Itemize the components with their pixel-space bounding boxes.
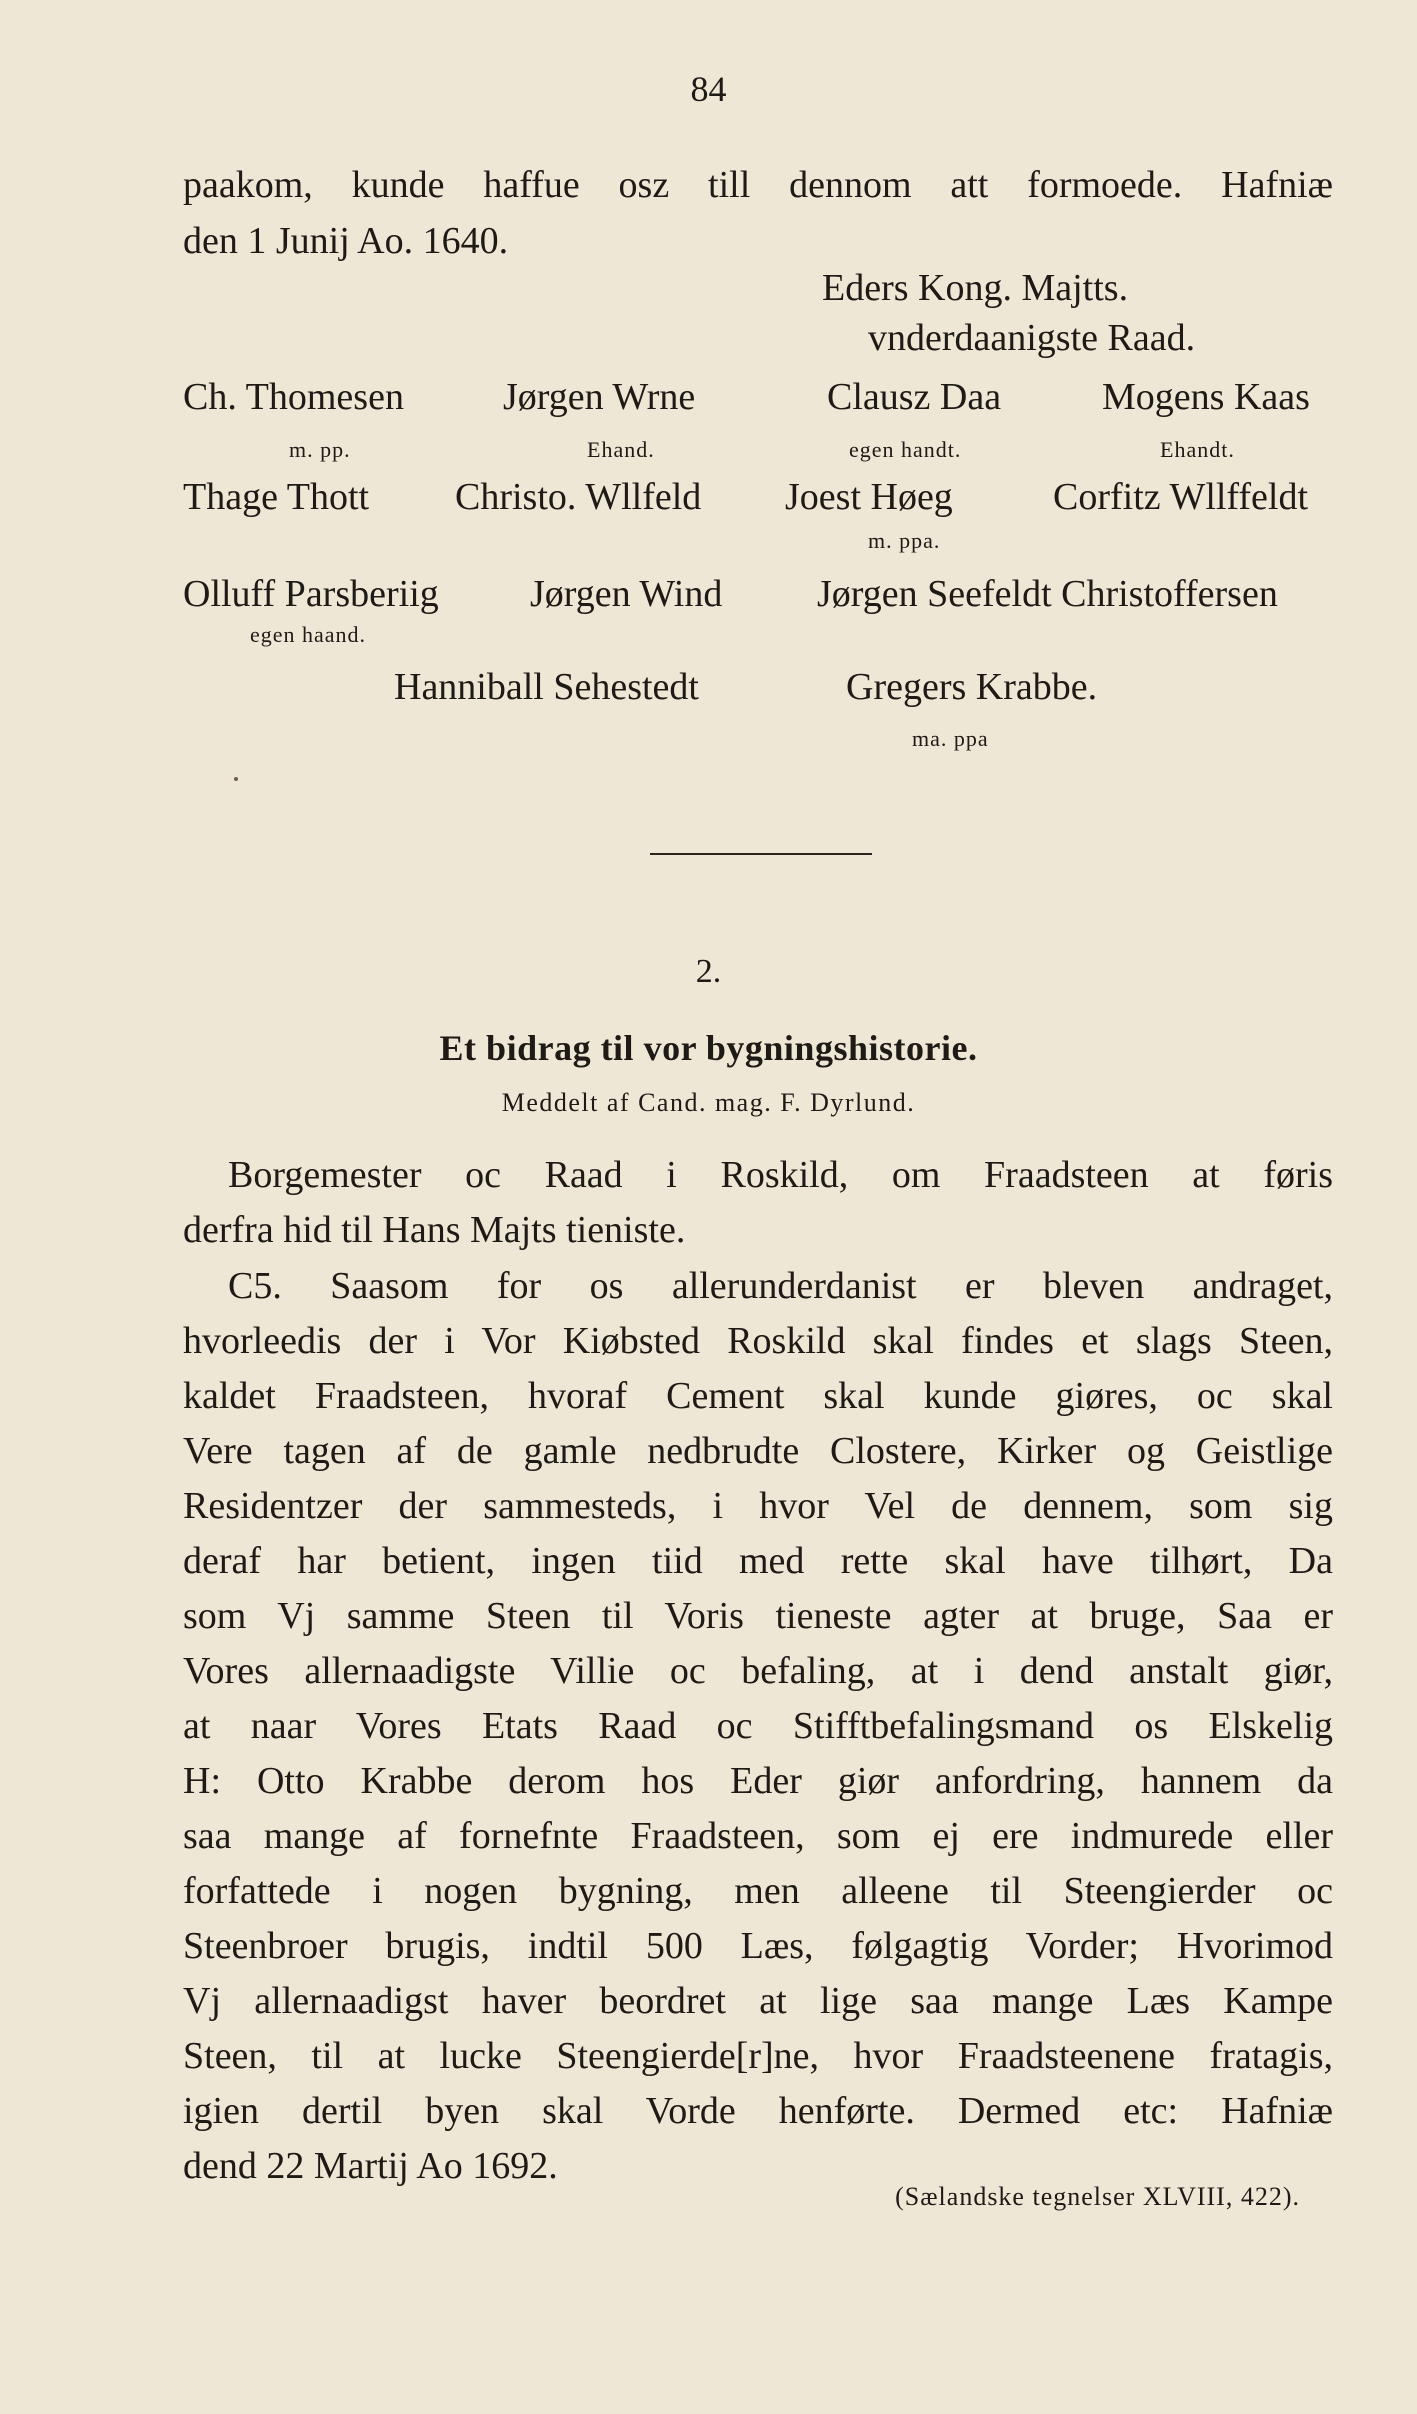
signatory-note: m. pp. bbox=[289, 437, 351, 462]
text-line: forfattede i nogen bygning, men alleene til Steengierder oc bbox=[183, 1870, 1333, 1912]
text-line: Vj allernaadigst haver beordret at lige saa mange Læs Kampe bbox=[183, 1980, 1333, 2022]
signatory-name: Hanniball Sehestedt bbox=[394, 666, 699, 708]
signatory-name: Thage Thott bbox=[183, 476, 370, 518]
text-line: kaldet Fraadsteen, hvoraf Cement skal kunde giøres, oc skal bbox=[183, 1375, 1333, 1417]
text-line: som Vj samme Steen til Voris tieneste agter at bruge, Saa er bbox=[183, 1595, 1333, 1637]
closing-line: vnderdaanigste Raad. bbox=[868, 317, 1196, 359]
signatory-name: Joest Høeg bbox=[785, 476, 953, 518]
signatory-note: Ehandt. bbox=[1160, 437, 1235, 462]
print-speck bbox=[234, 777, 238, 781]
text-line: paakom, kunde haffue osz till dennom att formoede. Hafniæ bbox=[183, 164, 1333, 206]
text-line: H: Otto Krabbe derom hos Eder giør anfordring, hannem da bbox=[183, 1760, 1333, 1802]
signatory-name: Jørgen Seefeldt Christoffersen bbox=[817, 573, 1278, 615]
source-citation: (Sælandske tegnelser XLVIII, 422). bbox=[895, 2182, 1300, 2211]
text-line: Steen, til at lucke Steengierde[r]ne, hvor Fraadsteenene fratagis, bbox=[183, 2035, 1333, 2077]
signatory-name: Christo. Wllfeld bbox=[455, 476, 702, 518]
text-line: Steenbroer brugis, indtil 500 Læs, følgagtig Vorder; Hvorimod bbox=[183, 1925, 1333, 1967]
closing-line: Eders Kong. Majtts. bbox=[822, 267, 1129, 309]
text-line: hvorleedis der i Vor Kiøbsted Roskild skal findes et slags Steen, bbox=[183, 1320, 1333, 1362]
text-line: den 1 Junij Ao. 1640. bbox=[183, 220, 509, 262]
section-divider bbox=[650, 853, 872, 855]
text-line: Vores allernaadigste Villie oc befaling, at i dend anstalt giør, bbox=[183, 1650, 1333, 1692]
text-line: deraf har betient, ingen tiid med rette skal have tilhørt, Da bbox=[183, 1540, 1333, 1582]
signatory-note: egen handt. bbox=[849, 437, 962, 462]
signatory-name: Gregers Krabbe. bbox=[846, 666, 1098, 708]
section-number: 2. bbox=[695, 953, 722, 990]
text-line: at naar Vores Etats Raad oc Stifftbefalingsmand os Elskelig bbox=[183, 1705, 1333, 1747]
signatory-note: Ehand. bbox=[587, 437, 655, 462]
signatory-name: Jørgen Wind bbox=[530, 573, 723, 615]
letter-heading-line: Borgemester oc Raad i Roskild, om Fraadsteen at føris bbox=[228, 1154, 1333, 1196]
signatory-note: ma. ppa bbox=[912, 726, 989, 751]
signatory-note: egen haand. bbox=[250, 622, 367, 647]
signatory-name: Ch. Thomesen bbox=[183, 376, 404, 418]
section-byline: Meddelt af Cand. mag. F. Dyrlund. bbox=[501, 1088, 916, 1117]
letter-heading-line: derfra hid til Hans Majts tieniste. bbox=[183, 1209, 686, 1251]
text-line: dend 22 Martij Ao 1692. bbox=[183, 2145, 558, 2187]
text-line: C5. Saasom for os allerunderdanist er bleven andraget, bbox=[228, 1265, 1333, 1307]
section-title: Et bidrag til vor bygningshistorie. bbox=[439, 1028, 978, 1068]
signatory-name: Corfitz Wllffeldt bbox=[1053, 476, 1309, 518]
text-line: Vere tagen af de gamle nedbrudte Clostere, Kirker og Geistlige bbox=[183, 1430, 1333, 1472]
text-line: igien dertil byen skal Vorde henførte. Dermed etc: Hafniæ bbox=[183, 2090, 1333, 2132]
page-number: 84 bbox=[690, 69, 727, 109]
signatory-name: Jørgen Wrne bbox=[503, 376, 696, 418]
signatory-name: Mogens Kaas bbox=[1102, 376, 1310, 418]
text-line: Residentzer der sammesteds, i hvor Vel de dennem, som sig bbox=[183, 1485, 1333, 1527]
signatory-name: Clausz Daa bbox=[827, 376, 1002, 418]
signatory-name: Olluff Parsberiig bbox=[183, 573, 439, 615]
text-line: saa mange af fornefnte Fraadsteen, som ej ere indmurede eller bbox=[183, 1815, 1333, 1857]
signatory-note: m. ppa. bbox=[868, 528, 941, 553]
